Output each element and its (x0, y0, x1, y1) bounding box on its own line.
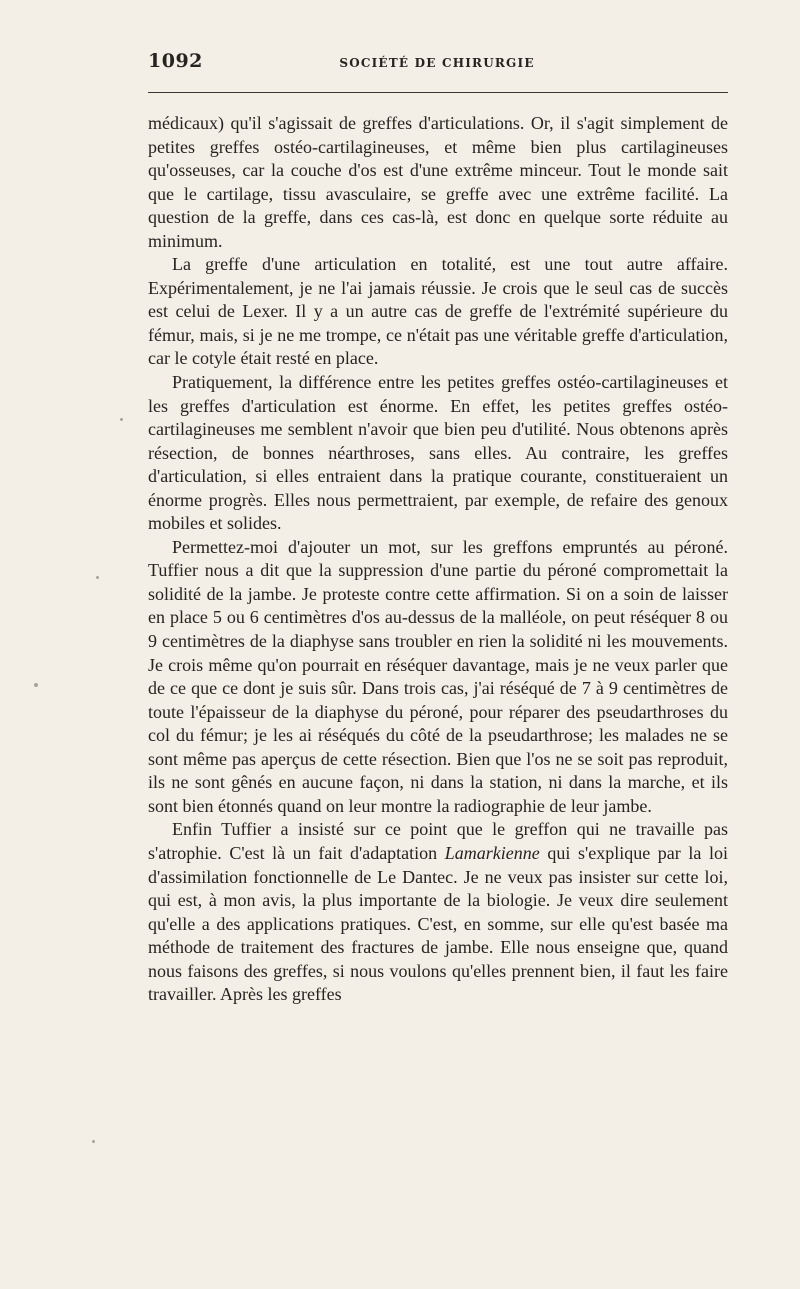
print-speck (92, 1140, 95, 1143)
paragraph-4: Permettez-moi d'ajouter un mot, sur les greffons empruntés au péroné. Tuffier nous a dit que la suppression d'une partie du péroné compromettait la solidité de la jambe. Je proteste contre cette affirmation. Si on a soin de laisser en place 5 ou 6 centimètres d'os au-dessus de la malléole, on peut réséquer 8 ou 9 centimètres de la diaphyse sans troubler en rien la solidité ni les mouvements. Je crois même qu'on pourrait en réséquer davantage, mais je ne veux parler que de ce que ce dont je suis sûr. Dans trois cas, j'ai réséqué de 7 à 9 centimètres de toute l'épaisseur de la diaphyse du péroné, pour réparer des pseudarthroses du col du fémur; je les ai réséqués du côté de la pseudarthrose; les malades ne se sont même pas aperçus de cette résection. Bien que l'os ne se soit pas reproduit, ils ne sont gênés en aucune façon, ni dans la station, ni dans la marche, et ils sont bien étonnés quand on leur montre la radiographie de leur jambe. (148, 536, 728, 816)
page-header (148, 50, 726, 80)
paragraph-1: médicaux) qu'il s'agissait de greffes d'articulations. Or, il s'agit simplement de petites greffes ostéo-cartilagineuses, et même bien plus cartilagineuses qu'osseuses, car la couche d'os est d'une extrême minceur. Tout le monde sait que le cartilage, tissu avasculaire, se greffe avec une extrême facilité. La question de la greffe, dans ces cas-là, est donc en quelque sorte réduite au minimum. (148, 113, 728, 251)
body-text (148, 112, 728, 1007)
print-speck (120, 418, 123, 421)
paragraph-3: Pratiquement, la différence entre les petites greffes ostéo-cartilagineuses et les greffes d'articulation est énorme. En effet, les petites greffes ostéo-cartilagineuses me semblent n'avoir que bien peu d'utilité. Nous obtenons après résection, de bonnes néarthroses, sans elles. Au contraire, les greffes d'articulation, si elles entraient dans la pratique courante, constitueraient un énorme progrès. Elles nous permettraient, par exemple, de refaire des genoux mobiles et solides. (148, 372, 728, 534)
paragraph-2: La greffe d'une articulation en totalité, est une tout autre affaire. Expérimentalement, je ne l'ai jamais réussie. Je crois que le seul cas de succès est celui de Lexer. Il y a un autre cas de greffe de l'extrémité supérieure du fémur, mais, si je ne me trompe, ce n'était pas une véritable greffe d'articulation, car le cotyle était resté en place. (148, 254, 728, 369)
page-number: 1092 (148, 50, 203, 72)
running-title: SOCIÉTÉ DE CHIRURGIE (339, 56, 535, 70)
print-speck (96, 576, 99, 579)
paragraph-5: Enfin Tuffier a insisté sur ce point que le greffon qui ne travaille pas s'atrophie. C'est là un fait d'adaptation Lamarkienne qui s'explique par la loi d'assimilation fonctionnelle de Le Dantec. Je ne veux pas insister sur cette loi, qui est, à mon avis, la plus importante de la biologie. Je veux dire seulement qu'elle a des applications pratiques. C'est, en somme, sur elle qu'est basée ma méthode de traitement des fractures de jambe. Elle nous enseigne que, quand nous faisons des greffes, si nous voulons qu'elles prennent bien, il faut les faire travailler. Après les greffes (148, 819, 728, 1005)
print-speck (34, 683, 38, 687)
header-rule (148, 92, 728, 93)
italic-term: Lamarkienne (444, 842, 540, 863)
